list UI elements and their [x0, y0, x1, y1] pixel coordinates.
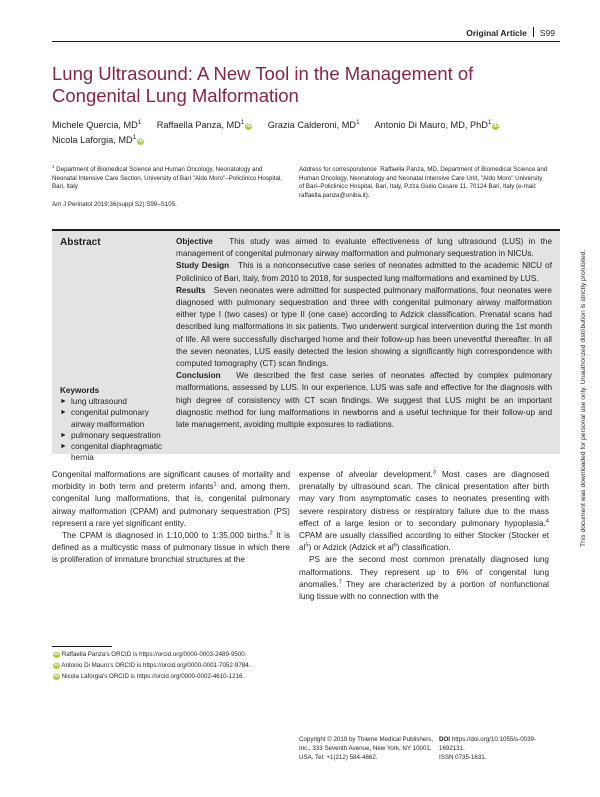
- author-list: Michele Quercia, $MD^1$ Raffaella Panza, $MD^1iD$ Grazia Calderoni, $MD^1$ Antonio Di Mauro, MD, PhD$^1$iD Nicola Laforgia, $MD^1iD$: [52, 118, 499, 145]
- paragraph: Congenital malformations are significant causes of mortality and morbidity in both term and preterm infants$^1$ and, among them, congenital lung malformations, that is, congenital pulmonary airway malformation (CPAM) and pulmonary sequestration (PS) represent a rare yet significant entity.: [52, 470, 290, 528]
- header-rule: [52, 41, 560, 42]
- arrow-icon: ►: [60, 431, 67, 439]
- abstract-body: [176, 236, 552, 431]
- running-header: [466, 27, 555, 38]
- keyword-item: ► congenital diaphragmatic hernia: [60, 442, 163, 463]
- paragraph: expense of alveolar development.$^3$ Most cases are diagnosed prenatally by ultrasound scan. The clinical presentation after birth may vary from asymptomatic cases to neonates presenting with severe respiratory distress or respiratory failure due to the mass effect of a large lesion or to secondary pulmonary hypoplasia.$^4$ CPAM are usually classified according to either Stocker (Stocker et $al^5$) or Adzick (Adzick et $al^6$) classification.: [299, 469, 549, 553]
- footnote: iD Nicola Laforgia's ORCID is https://orcid.org/0000-0002-4610-1216.: [54, 673, 245, 680]
- abstract-design: Study Design This is a nonconsecutive case series of neonates admitted to the academic NICU of Policlinico of Bari, Italy, from 2010 to 2018, for suspected lung malformations and examined by LUS.: [176, 261, 552, 283]
- page-number: S99: [539, 28, 555, 38]
- keyword-item: ► congenital pulmonary airway malformation: [60, 408, 149, 429]
- orcid-icon: iD: [54, 651, 59, 657]
- arrow-icon: ►: [60, 398, 67, 406]
- abstract-objective: Objective This study was aimed to evaluate effectiveness of lung ultrasound (LUS) in the management of congenital pulmonary airway malformation and pulmonary sequestration in NICUs.: [176, 237, 552, 259]
- footnote-rule: [52, 646, 112, 647]
- affiliation: $^1$ Department of Biomedical Science and Human Oncology, Neonatology and Neonatal Intensive Care Section, University of Bari "Aldo Moro"–Policlinico Hospital, Bari, Italy: [52, 163, 282, 191]
- author: Antonio Di Mauro, MD, PhD: [374, 120, 488, 130]
- author: Raffaella Panza, MD: [156, 120, 241, 130]
- orcid-icon[interactable]: iD: [138, 138, 144, 144]
- header-divider: [533, 27, 534, 37]
- keywords: [60, 385, 172, 463]
- abstract-results: Results Seven neonates were admitted for suspected pulmonary malformations, four neonates were diagnosed with pulmonary sequestration and three with congenital pulmonary airway malformation either type I (two cases) or type II (one case) according to Adzick classification. Prenatal scans had described lung malformations in six patients. Two underwent surgical intervention during the 1st month of life. All were successfully discharged home and their follow-up has been uneventful thereafter. In all the seven neonates, LUS easily detected the lesion showing a significantly high correspondence with computed tomography (CT) scan findings.: [176, 285, 552, 369]
- keywords-heading: Keywords: [60, 386, 100, 395]
- abstract-conclusion: Conclusion We described the first case series of neonates affected by complex pulmonary malformations, assessed by LUS. In our experience, LUS was safe and effective for the diagnosis with high degree of consistency with CT scan findings. We suggest that LUS might be an important diagnostic method for lung malformations in newborns and a useful technique for their follow-up and late management, avoiding multiple exposures to radiations.: [176, 371, 552, 430]
- keyword-item: ► pulmonary sequestration: [60, 430, 161, 440]
- correspondence-text: Raffaella Panza, MD, Department of Biomedical Science and Human Oncology, Neonatology and Neonatal Intensive Care Unit, "Aldo Moro" University of Bari–Policlinico Hospital, Bari, Italy, P.zza Giulio Cesare 11, 70124 Bari, Italy (e-mail: raffaella.panza@uniba.it).: [299, 166, 548, 199]
- paragraph: PS are the second most common prenatally diagnosed lung malformations. They represent up to 6% of congenital lung anomalies.$^7$ They are characterized by a portion of nonfunctional lung tissue with no connection with the: [299, 555, 549, 602]
- paragraph: The CPAM is diagnosed in 1:10,000 to 1:35,000 births.$^2$ It is defined as a multicystic mass of pulmonary tissue in which there is proliferation of immature bronchial structures at the: [52, 530, 290, 565]
- author: Nicola Laforgia, MD: [52, 135, 133, 145]
- orcid-icon[interactable]: iD: [246, 123, 252, 129]
- copyright: Copyright © 2019 by Thieme Medical Publishers, Inc., 333 Seventh Avenue, New York, NY 10001, USA. Tel: +1(212) 584-4662.: [299, 736, 434, 762]
- section-label: Original Article: [466, 28, 527, 38]
- footnote: iD Raffaella Panza's ORCID is https://orcid.org/0000-0003-2489-9500.: [54, 651, 247, 658]
- footnote: iD Antonio Di Mauro's ORCID is https://orcid.org/0000-0001-7052-9784.: [54, 662, 251, 669]
- arrow-icon: ►: [60, 409, 67, 417]
- arrow-icon: ►: [60, 443, 67, 451]
- abstract-heading: Abstract: [60, 237, 101, 248]
- download-notice: This document was downloaded for personal use only. Unauthorized distribution is strictly prohibited.: [580, 249, 587, 548]
- body-column-right: [299, 469, 549, 603]
- correspondence-label: Address for correspondence: [299, 166, 377, 173]
- article-title: Lung Ultrasound: A New Tool in the Management of Congenital Lung Malformation: [52, 63, 474, 106]
- body-column-left: [52, 469, 290, 567]
- publisher-info: [299, 735, 549, 763]
- correspondence: [299, 166, 549, 200]
- keyword-item: ► lung ultrasound: [60, 397, 127, 407]
- author: Michele Quercia, MD: [52, 120, 138, 130]
- orcid-icon: iD: [54, 673, 59, 679]
- orcid-icon[interactable]: iD: [493, 123, 499, 129]
- doi-link[interactable]: https://doi.org/10.1055/s-0039-1692131.: [439, 736, 537, 753]
- orcid-icon: iD: [54, 662, 59, 668]
- issn: ISSN 0735-1631.: [439, 754, 487, 762]
- doi-block: DOI https://doi.org/10.1055/s-0039-1692131. ISSN 0735-1631.: [439, 736, 537, 762]
- journal-citation: Am J Perinatol 2019;36(suppl S2):S99–S105.: [52, 201, 177, 208]
- footnotes: [52, 650, 290, 683]
- author: Grazia Calderoni, MD: [267, 120, 357, 130]
